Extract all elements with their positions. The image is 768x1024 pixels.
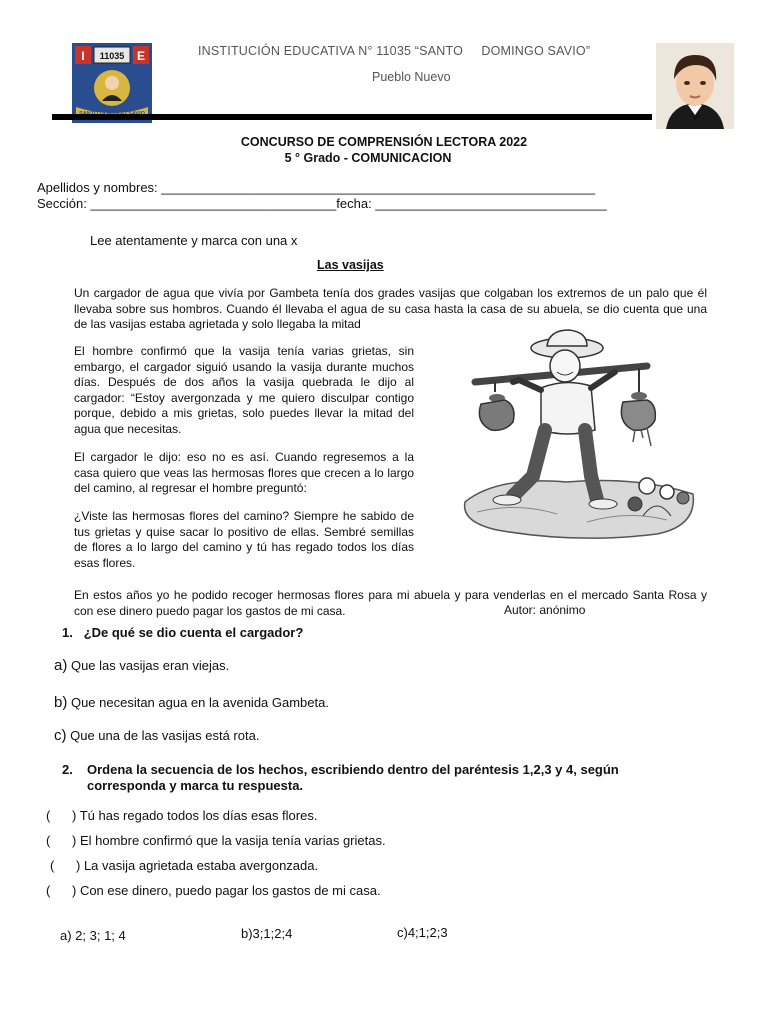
story-paragraph-3: El cargador le dijo: eso no es así. Cuando regresemos a la casa quiero que veas las hermosas flores que crecen a lo largo del camino, al regresar el hombre preguntó: [74, 450, 414, 496]
instruction: Lee atentamente y marca con una x [90, 233, 298, 248]
story-paragraph-4: ¿Viste las hermosas flores del camino? Siempre he sabido de tus grietas y quise sacar lo positivo de ellas. Sembré semillas de flores a lo largo del camino y tú has regado todos los días esas flores. [74, 509, 414, 570]
water-carrier-illustration [457, 326, 703, 548]
question-1 [62, 625, 303, 640]
story-paragraph-1: Un cargador de agua que vivía por Gambeta tenía dos grades vasijas que colgaban los extremos de un palo que él llevaba sobre sus hombros. Cuando él llevaba el agua de su casa hasta la casa de su abuela, se dio cuenta que una de las vasijas estaba agrietada y solo llegaba la mitad [74, 286, 707, 332]
question-1-option-c[interactable] [54, 727, 259, 744]
story-title: Las vasijas [317, 258, 384, 272]
contest-title: CONCURSO DE COMPRENSIÓN LECTORA 2022 [240, 135, 528, 149]
story-paragraph-2: El hombre confirmó que la vasija tenía varias grietas, sin embargo, el cargador siguió usando la vasija durante muchos días. Después de dos años la vasija quebrada le dijo al cargador: “Estoy avergonzada y me quiero disculpar contigo porque, debido a mis grietas, solo puedes llevar la mitad del agua que necesitas. [74, 344, 414, 436]
option-letter: c) [54, 727, 67, 744]
name-field-line[interactable]: Apellidos y nombres: ____________________________________________________________ [37, 180, 596, 195]
option-letter: a) [54, 657, 68, 674]
story-paragraph-5: En estos años yo he podido recoger hermosas flores para mi abuela y para venderlas en el mercado Santa Rosa y con ese dinero puedo pagar los gastos de mi casa. [74, 588, 707, 618]
svg-text:I: I [81, 49, 85, 63]
question-2-text: Ordena la secuencia de los hechos, escribiendo dentro del paréntesis 1,2,3 y 4, según corresponda y marca tu respuesta. [87, 762, 619, 793]
question-1-option-b[interactable] [54, 694, 329, 711]
question-2-number: 2. [62, 762, 73, 777]
option-text: Que necesitan agua en la avenida Gambeta. [67, 695, 329, 710]
section-date-field-line[interactable]: Sección: __________________________________fecha: ________________________________ [37, 196, 607, 211]
option-text: Que las vasijas eran viejas. [67, 658, 230, 673]
grade-subtitle: 5 ° Grado - COMUNICACION [284, 151, 452, 165]
header-rule [52, 114, 652, 120]
answer-option-c[interactable]: c)4;1;2;3 [397, 925, 448, 940]
sequence-item[interactable]: ( ) El hombre confirmó que la vasija tenía varias grietas. [46, 833, 386, 848]
school-logo [72, 43, 152, 123]
svg-text:11035: 11035 [99, 51, 125, 61]
svg-text:E: E [136, 49, 146, 63]
option-letter: b) [54, 694, 68, 711]
story-author: Autor: anónimo [504, 603, 586, 617]
sequence-item[interactable]: ( ) La vasija agrietada estaba avergonzada. [50, 858, 319, 873]
option-text: Que una de las vasijas está rota. [66, 728, 260, 743]
institution-name: INSTITUCIÓN EDUCATIVA N° 11035 “SANTO DOMINGO SAVIO” [198, 44, 591, 58]
sequence-item[interactable]: ( ) Con ese dinero, puedo pagar los gastos de mi casa. [46, 883, 381, 898]
saint-portrait [656, 43, 734, 129]
answer-option-a[interactable]: a) 2; 3; 1; 4 [60, 928, 126, 943]
answer-option-b[interactable]: b)3;1;2;4 [241, 926, 293, 941]
question-1-option-a[interactable] [54, 657, 229, 674]
sequence-item[interactable]: ( ) Tú has regado todos los días esas flores. [46, 808, 318, 823]
question-1-number: 1. [62, 625, 73, 640]
town-name: Pueblo Nuevo [372, 70, 451, 84]
question-1-text: ¿De qué se dio cuenta el cargador? [83, 625, 304, 640]
